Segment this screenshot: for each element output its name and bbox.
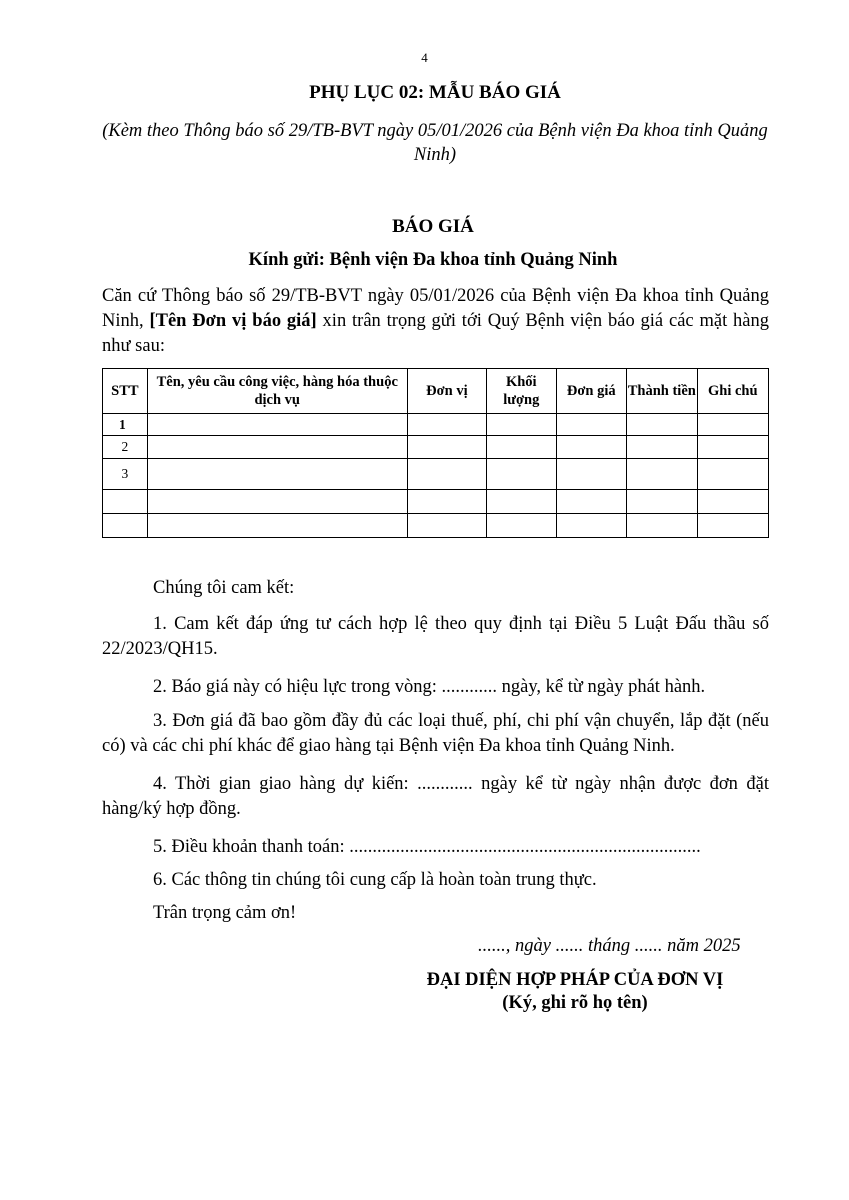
row-cell <box>407 490 486 514</box>
quote-title: BÁO GIÁ <box>392 216 474 237</box>
header-stt: STT <box>103 369 148 414</box>
row-cell <box>487 436 557 459</box>
row-cell <box>487 459 557 490</box>
row-cell <box>697 459 768 490</box>
header-unit-price: Đơn giá <box>556 369 626 414</box>
row-cell <box>487 514 557 538</box>
row-cell <box>147 490 407 514</box>
table-row <box>103 514 769 538</box>
commitment-item-5: 5. Điều khoản thanh toán: ............................................................................ <box>153 837 701 857</box>
appendix-subtitle: (Kèm theo Thông báo số 29/TB-BVT ngày 05/01/2026 của Bệnh viện Đa khoa tỉnh Quảng Ninh) <box>102 121 768 165</box>
row-stt <box>103 514 148 538</box>
table-row <box>103 436 769 459</box>
row-cell <box>626 514 697 538</box>
row-cell <box>626 436 697 459</box>
row-stt: 3 <box>103 459 148 490</box>
row-cell <box>556 514 626 538</box>
row-cell <box>147 414 407 436</box>
table-row <box>103 414 769 436</box>
appendix-title: PHỤ LỤC 02: MẪU BÁO GIÁ <box>309 82 561 103</box>
intro-paragraph <box>102 284 769 359</box>
supplier-name-placeholder: [Tên Đơn vị báo giá] <box>149 311 317 331</box>
page-number: 4 <box>421 50 428 65</box>
commitment-item-2: 2. Báo giá này có hiệu lực trong vòng: ............ ngày, kể từ ngày phát hành. <box>153 677 706 697</box>
header-quantity: Khối lượng <box>487 369 557 414</box>
row-cell <box>697 514 768 538</box>
row-cell <box>147 514 407 538</box>
signature-title: ĐẠI DIỆN HỢP PHÁP CỦA ĐƠN VỊ <box>426 970 724 990</box>
row-cell <box>626 459 697 490</box>
header-unit: Đơn vị <box>407 369 486 414</box>
intro-text-start: Căn cứ Thông báo số 29/TB-BVT ngày 05/01/2026 của Bệnh viện Đa khoa tỉnh Quảng Ninh, <box>102 286 769 331</box>
row-cell <box>147 436 407 459</box>
row-cell <box>556 414 626 436</box>
row-stt: 1 <box>103 414 148 436</box>
table-row <box>103 490 769 514</box>
commitment-item-4: 4. Thời gian giao hàng dự kiến: ............ ngày kể từ ngày nhận được đơn đặt hàng/ký hợp đồng. <box>102 774 769 819</box>
row-cell <box>147 459 407 490</box>
intro-text-end: xin trân trọng gửi tới Quý Bệnh viện báo giá các mặt hàng như sau: <box>102 311 770 356</box>
row-cell <box>697 414 768 436</box>
row-cell <box>697 490 768 514</box>
commitment-item-1: 1. Cam kết đáp ứng tư cách hợp lệ theo quy định tại Điều 5 Luật Đấu thầu số 22/2023/QH15. <box>102 614 769 659</box>
header-amount: Thành tiền <box>626 369 697 414</box>
table-header-row <box>103 369 769 414</box>
row-cell <box>556 436 626 459</box>
header-item-name: Tên, yêu cầu công việc, hàng hóa thuộc dịch vụ <box>147 369 407 414</box>
header-note: Ghi chú <box>697 369 768 414</box>
greeting: Kính gửi: Bệnh viện Đa khoa tỉnh Quảng Ninh <box>248 250 618 270</box>
row-cell <box>407 436 486 459</box>
row-stt <box>103 490 148 514</box>
row-cell <box>626 414 697 436</box>
commitment-item-6: 6. Các thông tin chúng tôi cung cấp là hoàn toàn trung thực. <box>153 870 597 890</box>
row-cell <box>407 459 486 490</box>
closing-thanks: Trân trọng cảm ơn! <box>153 903 297 923</box>
quote-table <box>102 368 769 538</box>
row-cell <box>556 459 626 490</box>
commitments-lead: Chúng tôi cam kết: <box>153 578 295 598</box>
row-cell <box>487 414 557 436</box>
row-stt: 2 <box>103 436 148 459</box>
row-cell <box>697 436 768 459</box>
row-cell <box>626 490 697 514</box>
row-cell <box>407 414 486 436</box>
table-row <box>103 459 769 490</box>
row-cell <box>407 514 486 538</box>
signature-subtitle: (Ký, ghi rõ họ tên) <box>502 993 648 1013</box>
row-cell <box>556 490 626 514</box>
row-cell <box>487 490 557 514</box>
commitment-item-3: 3. Đơn giá đã bao gồm đầy đủ các loại thuế, phí, chi phí vận chuyển, lắp đặt (nếu có) và các chi phí khác để giao hàng tại Bệnh viện Đa khoa tỉnh Quảng Ninh. <box>102 711 769 756</box>
signature-dateline: ......, ngày ...... tháng ...... năm 2025 <box>478 936 741 956</box>
